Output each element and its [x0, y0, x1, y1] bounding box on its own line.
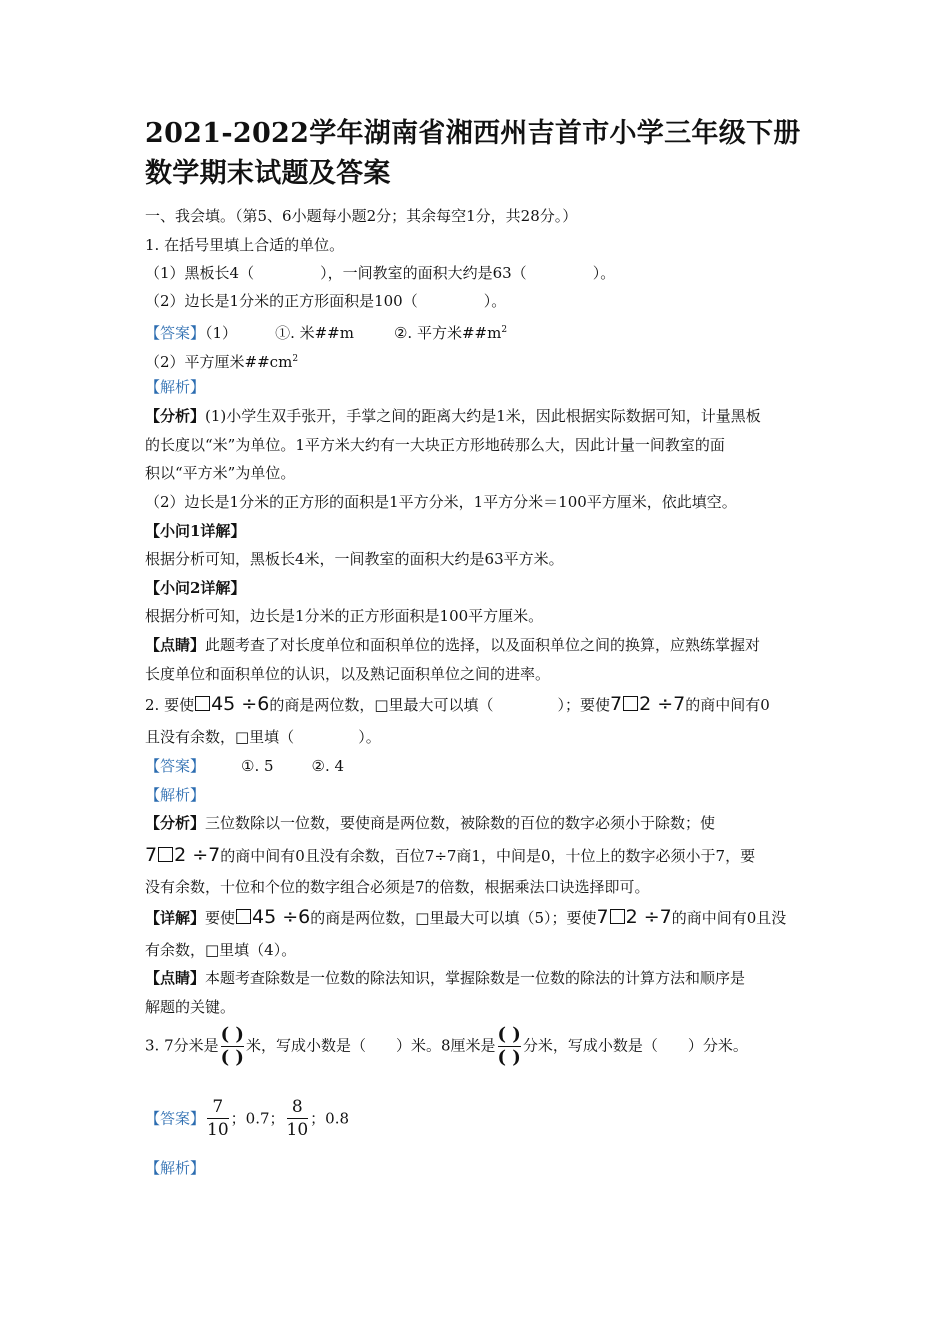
box-icon [623, 696, 638, 711]
analysis-tag: 【解析】 [145, 378, 206, 396]
dianjing-tag: 【点睛】 [145, 969, 206, 987]
answer-tag: 【答案】 [145, 324, 206, 342]
q1-part2-text-b: ）。 [483, 292, 507, 310]
q1-part2-text-a: （2）边长是1分米的正方形面积是100（ [145, 292, 418, 310]
q1-dianjing-line1 [145, 635, 760, 655]
q1-fenxi-line1 [145, 406, 761, 426]
q1-part1-text-c: ）。 [592, 264, 616, 282]
q2-answer-b: ②. 4 [311, 757, 345, 775]
q2-fenxi-expr-b: 2 ÷7 [174, 844, 221, 866]
box-icon [158, 847, 173, 862]
section-heading: 一、我会填。（第5、6小题每小题2分；其余每空1分，共28分。） [145, 207, 578, 225]
q1-part1-text-a: （1）黑板长4（ [145, 264, 255, 282]
answer-tag: 【答案】 [145, 1109, 206, 1128]
q1-dianjing-text1: 此题考查了对长度单位和面积单位的选择，以及面积单位之间的换算，应熟练掌握对 [205, 636, 761, 654]
q2-stem-line1 [145, 694, 770, 715]
q2-fenxi-line1 [145, 813, 715, 833]
q2-stem-l2-end: ）。 [358, 728, 381, 746]
q1-part1 [145, 263, 615, 283]
q3-stem-a: 3. 7分米是 [145, 1036, 219, 1055]
q2-fenxi-text1: 三位数除以一位数，要使商是两位数，被除数的百位的数字必须小于除数；使 [205, 814, 716, 832]
q2-expr1: 45 ÷6 [211, 693, 270, 715]
blank-fraction [498, 1025, 521, 1068]
q2-answer-a: ①. 5 [241, 757, 274, 775]
q3-stem-c: ）米。8厘米是 [395, 1036, 496, 1055]
q2-answer [145, 756, 344, 776]
sub1-text: 根据分析可知，黑板长4米，一间教室的面积大约是63平方米。 [145, 550, 564, 568]
q3-stem-e: ）分米。 [687, 1036, 748, 1055]
q2-detail-line1 [145, 907, 786, 928]
q2-stem-b: 的商是两位数，□里最大可以填（ [269, 696, 494, 714]
q2-fenxi-text2: 的商中间有0且没有余数，百位7÷7商1，中间是0，十位上的数字必须小于7，要 [220, 847, 756, 865]
analysis-tag: 【解析】 [145, 1159, 206, 1177]
dianjing-tag: 【点睛】 [145, 636, 206, 654]
q2-stem-a: 2. 要使 [145, 696, 195, 714]
analysis-tag: 【解析】 [145, 786, 206, 804]
box-icon [195, 696, 210, 711]
q2-detail-expr2-a: 7 [596, 906, 609, 928]
fraction-bar [287, 1118, 309, 1119]
q2-detail-expr2-b: 2 ÷7 [625, 906, 672, 928]
q1-answer-1b: ②. 平方米##m [393, 324, 502, 342]
q3-answer-sep1: ；0.7； [230, 1109, 285, 1128]
q2-fenxi-line2 [145, 845, 755, 866]
q2-fenxi-expr-a: 7 [145, 844, 158, 866]
fenxi-tag: 【分析】 [145, 814, 206, 832]
fraction-denominator-blank: ( ) [220, 1047, 244, 1068]
q3-stem-d: 分米，写成小数是（ [522, 1036, 658, 1055]
q2-dianjing-line1 [145, 968, 745, 988]
q1-fenxi-line4: （2）边长是1分米的正方形的面积是1平方分米，1平方分米＝100平方厘米，依此填空。 [145, 493, 737, 511]
q1-answer-2-text: （2）平方厘米##cm [145, 353, 293, 371]
q2-expr2-b: 2 ÷7 [639, 693, 686, 715]
fraction-numerator-blank: ( ) [497, 1024, 521, 1045]
sub2-text: 根据分析可知，边长是1分米的正方形面积是100平方厘米。 [145, 607, 544, 625]
answer-fraction-1 [207, 1097, 229, 1140]
page-title: 2021-2022学年湖南省湘西州吉首市小学三年级下册数学期末试题及答案 [145, 118, 801, 189]
fraction-denominator-blank: ( ) [497, 1047, 521, 1068]
q2-detail-line2: 有余数，□里填（4）。 [145, 941, 297, 959]
sub2-tag: 【小问2详解】 [145, 579, 246, 597]
q2-stem-d: 的商中间有0 [685, 696, 770, 714]
fenxi-tag: 【分析】 [145, 407, 206, 425]
q1-fenxi-line3: 积以“平方米”为单位。 [145, 464, 296, 482]
q1-fenxi-line2: 的长度以“米”为单位。1平方米大约有一大块正方形地砖那么大，因此计量一间教室的面 [145, 436, 725, 454]
sub1-tag: 【小问1详解】 [145, 522, 246, 540]
superscript: 2 [501, 325, 508, 335]
q3-stem [145, 1025, 748, 1068]
q2-stem-l2: 且没有余数，□里填（ [145, 728, 295, 746]
box-icon [236, 909, 251, 924]
q2-detail-b: 的商是两位数，□里最大可以填（5）；要使 [310, 909, 597, 927]
q2-dianjing-line2: 解题的关键。 [145, 998, 236, 1016]
q3-stem-b: 米，写成小数是（ [245, 1036, 366, 1055]
q2-stem-c: ）；要使 [557, 696, 611, 714]
fraction-numerator: 8 [291, 1097, 303, 1117]
fraction-numerator-blank: ( ) [220, 1024, 244, 1045]
q1-answer-part1-label: （1） [205, 324, 238, 342]
q1-answer-1a: ①. 米##m [275, 324, 354, 342]
box-icon [610, 909, 625, 924]
answer-tag: 【答案】 [145, 757, 206, 775]
q1-stem: 1. 在括号里填上合适的单位。 [145, 236, 345, 254]
q2-dianjing-text1: 本题考查除数是一位数的除法知识，掌握除数是一位数的除法的计算方法和顺序是 [205, 969, 746, 987]
q3-answer-sep2: ；0.8 [310, 1109, 350, 1128]
q1-answer [145, 320, 507, 343]
q3-answer [145, 1097, 349, 1140]
q1-part1-text-b: ），一间教室的面积大约是63（ [320, 264, 527, 282]
q2-expr2-a: 7 [610, 693, 623, 715]
q2-detail-expr1: 45 ÷6 [252, 906, 311, 928]
fraction-numerator: 7 [212, 1097, 224, 1117]
blank-fraction [221, 1025, 244, 1068]
fraction-bar [207, 1118, 229, 1119]
fraction-denominator: 10 [207, 1120, 229, 1140]
q2-detail-a: 要使 [205, 909, 236, 927]
q1-part2 [145, 291, 506, 311]
q1-answer-2 [145, 349, 298, 372]
detail-tag: 【详解】 [145, 909, 206, 927]
q1-fenxi-text1: (1)小学生双手张开，手掌之间的距离大约是1米，因此根据实际数据可知，计量黑板 [205, 407, 761, 425]
q2-detail-c: 的商中间有0且没 [671, 909, 787, 927]
q2-fenxi-line3: 没有余数，十位和个位的数字组合必须是7的倍数，根据乘法口诀选择即可。 [145, 878, 650, 896]
superscript: 2 [292, 354, 299, 364]
answer-fraction-2 [287, 1097, 309, 1140]
fraction-denominator: 10 [286, 1120, 309, 1140]
q1-dianjing-line2: 长度单位和面积单位的认识，以及熟记面积单位之间的进率。 [145, 665, 551, 683]
q2-stem-line2 [145, 727, 381, 747]
